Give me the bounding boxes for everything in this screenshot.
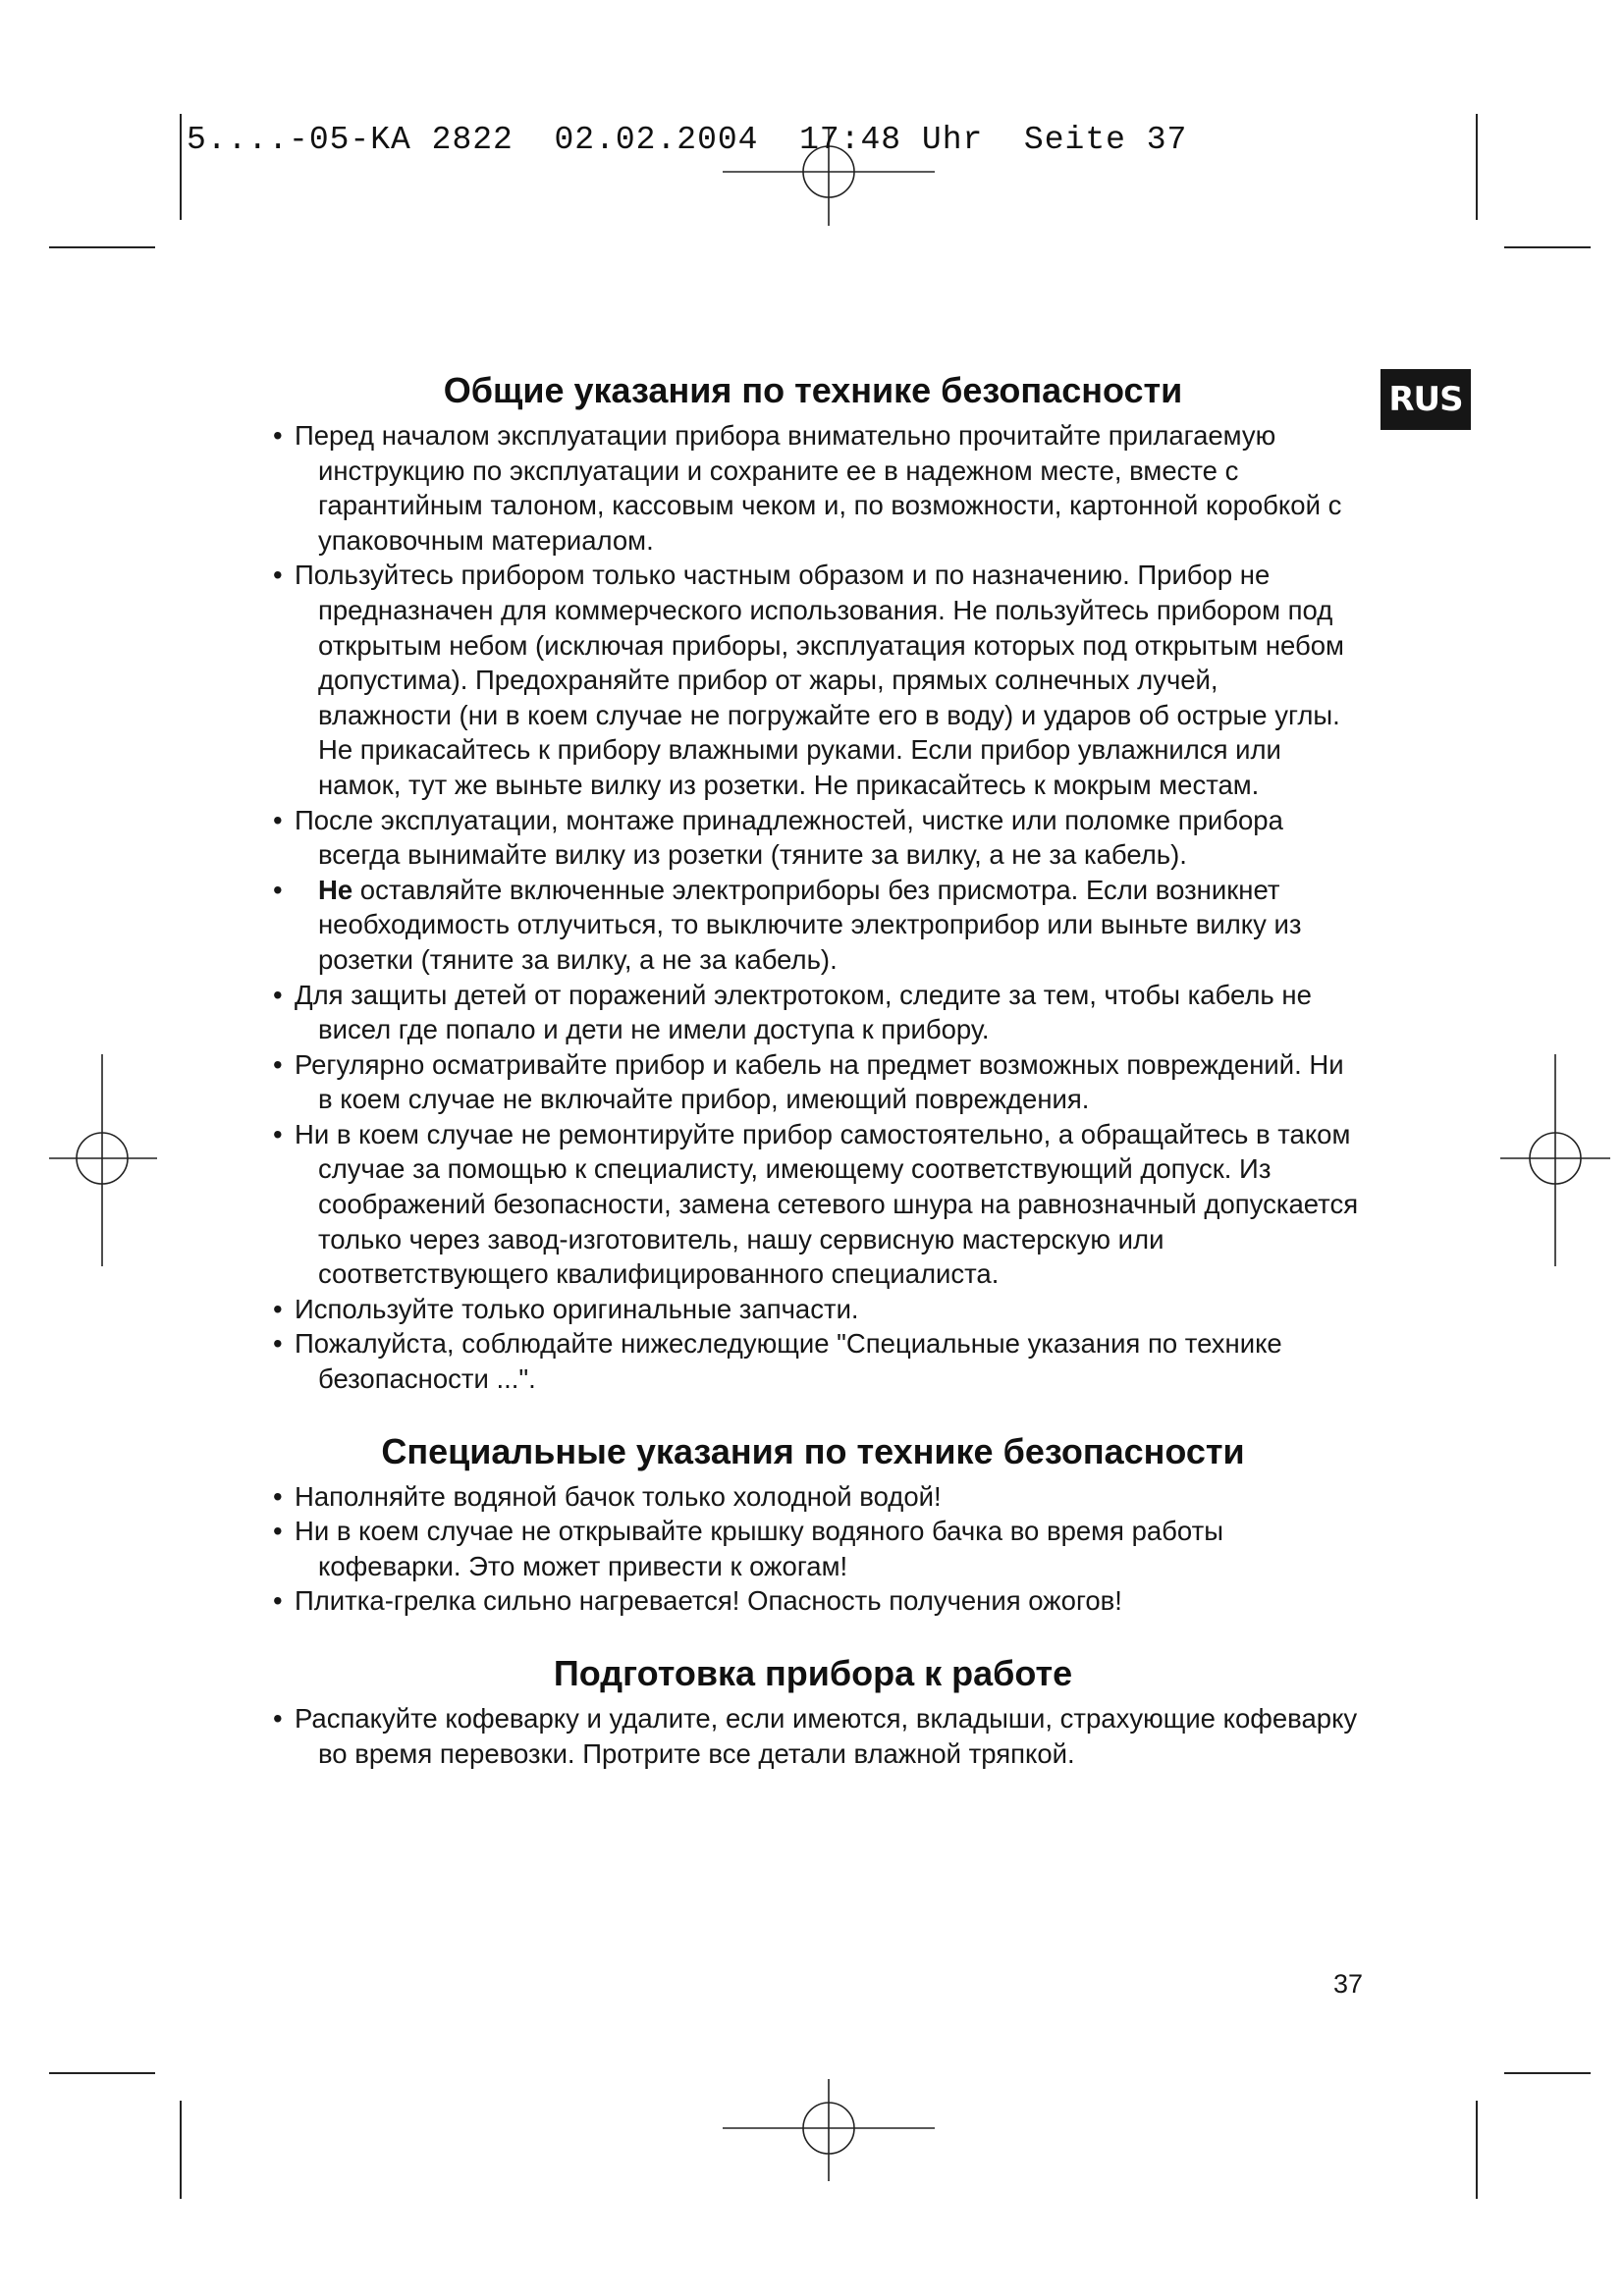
registration-mark-right [1500,1054,1610,1266]
bullet-icon: • [273,1118,283,1149]
list-item: • Перед началом эксплуатации прибора внимательно прочитайте прилагаемую инструкцию по эксплуатации и сохраните ее в надежном месте, вместе с гарантийным талоном, кассовым чеком и, по возможности, картонной коробкой с упаковочным материалом. [273,420,1342,556]
bullet-icon: • [273,1048,283,1080]
bullet-icon: • [273,1516,283,1547]
preparation-list [267,1701,1359,1771]
list-item: • Для защиты детей от поражений электротоком, следите за тем, чтобы кабель не висел где попало и дети не имели доступа к прибору. [273,979,1312,1045]
bullet-icon: • [273,979,283,1010]
bullet-icon: • [273,1293,283,1324]
bullet-icon: • [273,1703,283,1734]
section-title-general-safety: Общие указания по технике безопасности [443,370,1183,410]
list-item: • Регулярно осматривайте прибор и кабель на предмет возможных повреждений. Ни в коем случае не включайте прибор, имеющий повреждения. [273,1048,1344,1115]
general-safety-list [267,418,1359,1397]
section-title-preparation: Подготовка прибора к работе [553,1653,1073,1693]
registration-mark-bottom [723,2079,935,2181]
bullet-icon: • [273,874,283,905]
list-item: • Используйте только оригинальные запчасти. [267,1292,1359,1327]
bullet-icon: • [273,1328,283,1360]
bullet-icon: • [273,560,283,591]
special-safety-list [267,1479,1359,1619]
bullet-icon: • [273,420,283,451]
bullet-icon: • [273,804,283,835]
list-item: • Плитка-грелка сильно нагревается! Опасность получения ожогов! [267,1583,1359,1619]
list-item: • Ни в коем случае не открывайте крышку водяного бачка во время работы кофеварки. Это может привести к ожогам! [273,1516,1223,1581]
print-header: 5....-05-KA 2822 02.02.2004 17:48 Uhr Seite 37 [187,122,1188,158]
list-item: • Наполняйте водяной бачок только холодной водой! [267,1479,1359,1515]
list-item: • Не оставляйте включенные электроприборы без присмотра. Если возникнет необходимость отлучиться, то выключите электроприбор или выньте вилку из розетки (тяните за вилку, а не за кабель). [273,874,1302,975]
bullet-icon: • [273,1480,283,1512]
language-badge: RUS [1380,369,1471,430]
list-item: • После эксплуатации, монтаже принадлежностей, чистке или поломке прибора всегда вынимайте вилку из розетки (тяните за вилку, а не за кабель). [273,804,1283,871]
section-title-special-safety: Специальные указания по технике безопасности [381,1430,1245,1471]
bullet-icon: • [273,1585,283,1617]
registration-mark-left [49,1054,157,1266]
list-item: • Пожалуйста, соблюдайте нижеследующие "Специальные указания по технике безопасности ...". [273,1328,1282,1395]
list-item: • Ни в коем случае не ремонтируйте прибор самостоятельно, а обращайтесь в таком случае за помощью к специалисту, имеющему соответствующий допуск. Из соображений безопасности, замена сетевого шнура на равнозначный допускается только через завод-изготовитель, нашу сервисную мастерскую или соответствующего квалифицированного специалиста. [273,1118,1359,1290]
list-item: • Распакуйте кофеварку и удалите, если имеются, вкладыши, страхующие кофеварку во время перевозки. Протрите все детали влажной тряпкой. [273,1703,1358,1769]
page-number: 37 [1333,1969,1364,1999]
emphasis-ne: Не [318,874,353,905]
list-item: • Пользуйтесь прибором только частным образом и по назначению. Прибор не предназначен для коммерческого использования. Не пользуйтесь прибором под открытым небом (исключая приборы, эксплуатация которых под открытым небом допустима). Предохраняйте прибор от жары, прямых солнечных лучей, влажности (ни в коем случае не погружайте его в воду) и ударов об острые углы. Не прикасайтесь к прибору влажными руками. Если прибор увлажнился или намок, тут же выньте вилку из розетки. Не прикасайтесь к мокрым местам. [273,560,1344,800]
document-body [267,363,1359,1771]
